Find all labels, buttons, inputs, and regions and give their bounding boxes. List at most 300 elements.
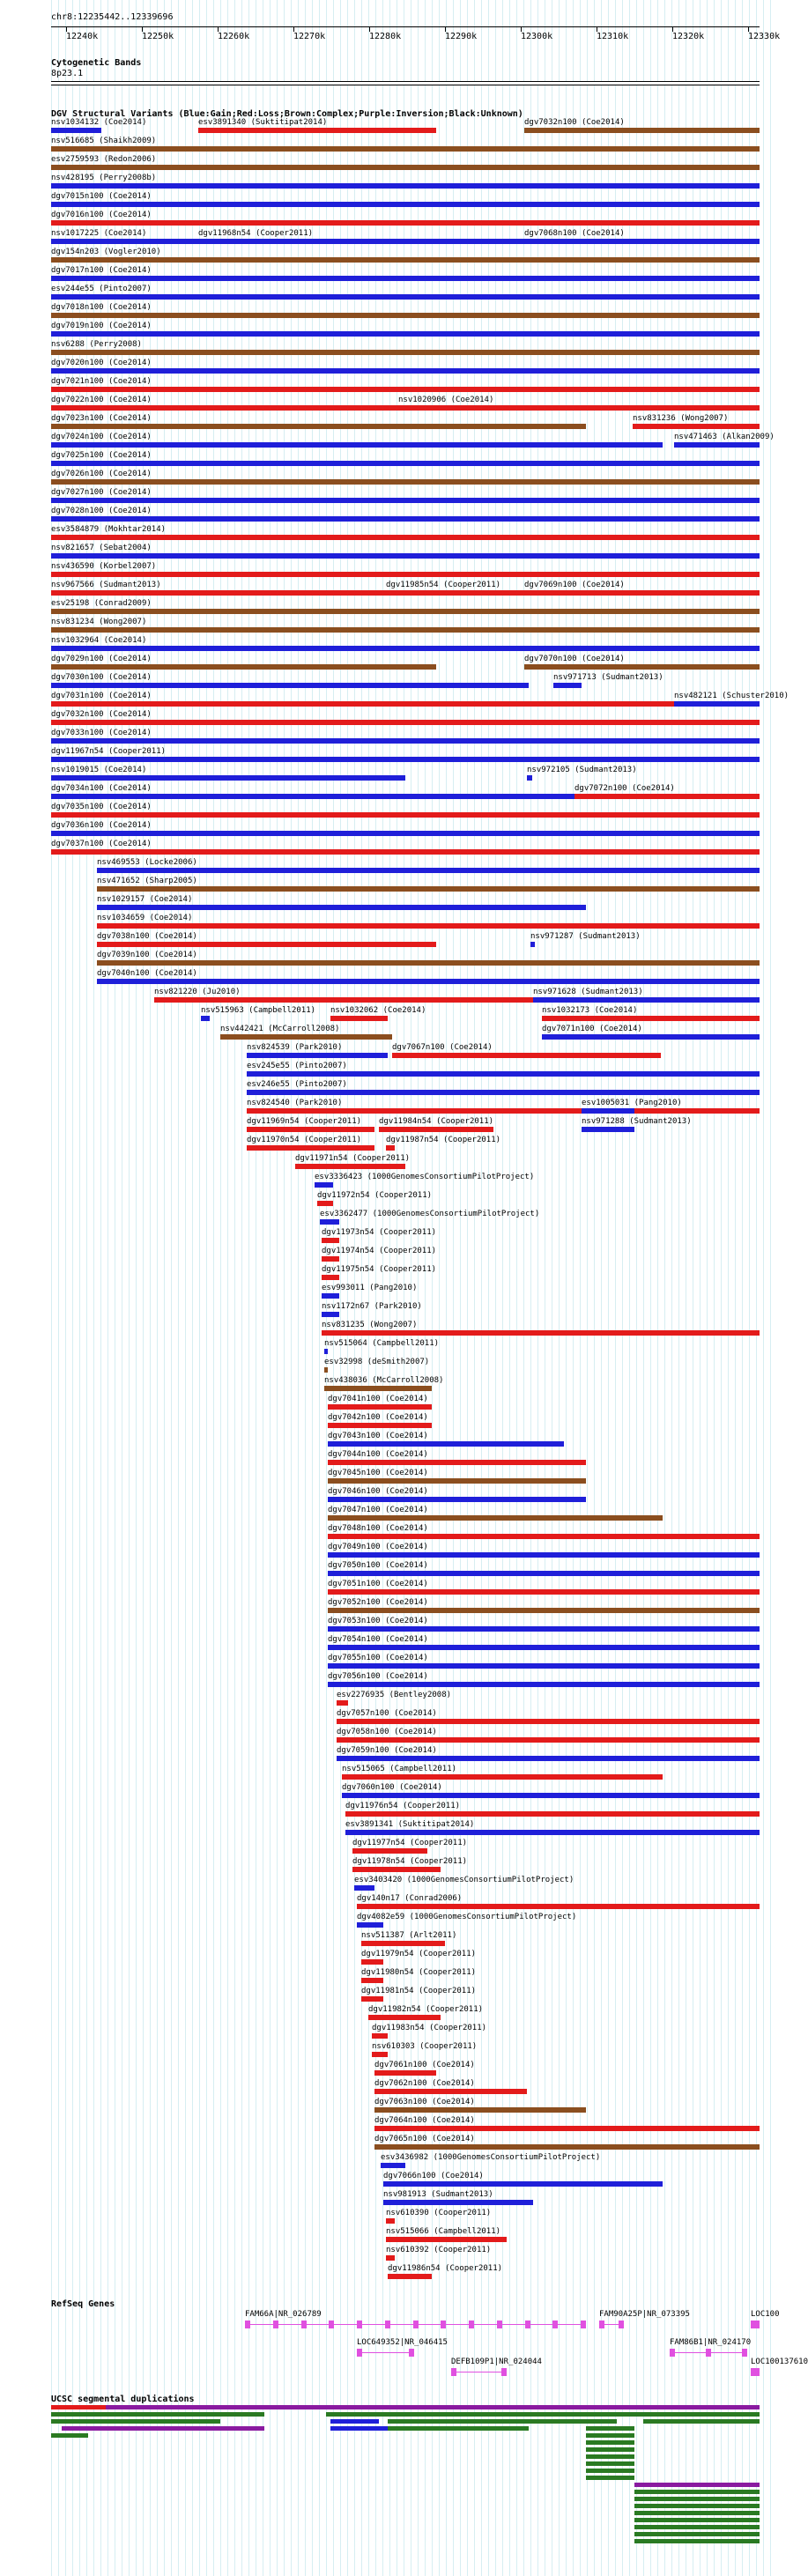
variant-label[interactable]: dgv7026n100 (Coe2014) [51,470,152,478]
variant-label[interactable]: dgv7024n100 (Coe2014) [51,433,152,441]
variant-label[interactable]: dgv7017n100 (Coe2014) [51,266,152,275]
variant-label[interactable]: esv32998 (deSmith2007) [324,1358,430,1366]
segdup-bar[interactable] [388,2419,617,2424]
variant-label[interactable]: esv3584879 (Mokhtar2014) [51,525,167,534]
segdup-bar[interactable] [634,2511,760,2515]
variant-bar-loss[interactable] [295,1164,405,1169]
variant-bar-gain[interactable] [357,1922,383,1928]
variant-bar-gain[interactable] [328,1663,760,1669]
variant-label[interactable]: esv3403420 (1000GenomesConsortiumPilotProject) [354,1876,574,1884]
variant-bar-gain[interactable] [51,775,405,781]
variant-label[interactable]: dgv7042n100 (Coe2014) [328,1413,428,1422]
variant-bar-complex[interactable] [324,1367,328,1373]
variant-label[interactable]: dgv7021n100 (Coe2014) [51,377,152,386]
variant-label[interactable]: dgv7040n100 (Coe2014) [97,969,197,978]
variant-bar-loss[interactable] [51,220,760,226]
variant-label[interactable]: dgv11979n54 (Cooper2011) [361,1950,477,1958]
gene-label[interactable]: LOC100137610 [751,2358,808,2366]
variant-label[interactable]: nsv831234 (Wong2007) [51,618,147,626]
segdup-bar[interactable] [634,2532,760,2536]
variant-label[interactable]: esv3436982 (1000GenomesConsortiumPilotProject) [381,2153,601,2162]
variant-label[interactable]: dgv11981n54 (Cooper2011) [361,1987,477,1995]
segdup-bar[interactable] [388,2412,760,2417]
variant-bar-loss[interactable] [386,1145,395,1151]
variant-bar-gain[interactable] [328,1497,586,1502]
variant-label[interactable]: dgv7049n100 (Coe2014) [328,1543,428,1551]
variant-label[interactable]: dgv7033n100 (Coe2014) [51,729,152,737]
variant-bar-gain[interactable] [247,1071,760,1077]
gene-label[interactable]: DEFB109P1|NR_024044 [451,2358,542,2366]
segdup-bar[interactable] [586,2447,634,2452]
variant-label[interactable]: dgv7059n100 (Coe2014) [337,1746,437,1755]
variant-label[interactable]: dgv11982n54 (Cooper2011) [368,2005,484,2014]
variant-label[interactable]: dgv7045n100 (Coe2014) [328,1469,428,1477]
variant-label[interactable]: dgv7053n100 (Coe2014) [328,1617,428,1625]
variant-label[interactable]: nsv516685 (Shaikh2009) [51,137,157,145]
variant-bar-gain[interactable] [97,905,586,910]
variant-label[interactable]: dgv7018n100 (Coe2014) [51,303,152,312]
gene-exon[interactable] [245,2321,250,2328]
variant-label[interactable]: nsv515064 (Campbell2011) [324,1339,440,1348]
variant-bar-loss[interactable] [51,701,760,707]
variant-bar-loss[interactable] [322,1275,339,1280]
variant-label[interactable]: dgv7020n100 (Coe2014) [51,359,152,367]
gene-exon[interactable] [552,2321,558,2328]
variant-bar-gain[interactable] [51,368,760,374]
variant-label[interactable]: dgv7032n100 (Coe2014) [524,118,625,127]
segdup-bar[interactable] [326,2412,388,2417]
variant-label[interactable]: dgv11967n54 (Cooper2011) [51,747,167,756]
variant-label[interactable]: nsv1034659 (Coe2014) [97,914,193,922]
gene-exon[interactable] [273,2321,278,2328]
gene-exon[interactable] [451,2368,456,2376]
segdup-bar[interactable] [586,2469,634,2473]
variant-label[interactable]: dgv11970n54 (Cooper2011) [247,1136,362,1144]
variant-label[interactable]: dgv7034n100 (Coe2014) [51,784,152,793]
variant-bar-loss[interactable] [386,2255,395,2261]
variant-label[interactable]: dgv7072n100 (Coe2014) [574,784,675,793]
variant-bar-complex[interactable] [51,350,760,355]
variant-label[interactable]: dgv11971n54 (Cooper2011) [295,1154,411,1163]
variant-bar-loss[interactable] [51,535,760,540]
variant-bar-complex[interactable] [97,960,760,966]
variant-bar-gain[interactable] [328,1645,760,1650]
variant-bar-loss[interactable] [357,1904,760,1909]
variant-bar-complex[interactable] [51,424,586,429]
variant-bar-gain[interactable] [674,701,760,707]
variant-bar-loss[interactable] [328,1423,432,1428]
variant-bar-loss[interactable] [51,720,760,725]
variant-label[interactable]: nsv824540 (Park2010) [247,1099,343,1107]
gene-exon[interactable] [441,2321,446,2328]
variant-label[interactable]: dgv11976n54 (Cooper2011) [345,1802,461,1810]
variant-bar-gain[interactable] [51,276,760,281]
variant-bar-gain[interactable] [51,202,760,207]
variant-bar-complex[interactable] [51,146,760,152]
variant-label[interactable]: nsv515065 (Campbell2011) [342,1765,457,1773]
variant-bar-gain[interactable] [97,868,760,873]
variant-label[interactable]: esv3362477 (1000GenomesConsortiumPilotProject) [320,1210,540,1218]
variant-bar-loss[interactable] [372,2052,388,2057]
variant-label[interactable]: nsv1032173 (Coe2014) [542,1006,638,1015]
variant-bar-loss[interactable] [374,2089,527,2094]
variant-label[interactable]: nsv821657 (Sebat2004) [51,544,152,552]
variant-bar-gain[interactable] [328,1571,760,1576]
segdup-bar[interactable] [586,2461,634,2466]
variant-bar-gain[interactable] [524,239,760,244]
variant-bar-gain[interactable] [247,1053,388,1058]
variant-bar-complex[interactable] [524,664,760,670]
gene-exon[interactable] [581,2321,586,2328]
variant-bar-loss[interactable] [386,2218,395,2224]
variant-label[interactable]: esv3336423 (1000GenomesConsortiumPilotProject) [315,1173,535,1181]
variant-bar-loss[interactable] [368,2015,441,2020]
variant-bar-gain[interactable] [97,979,760,984]
variant-label[interactable]: dgv11980n54 (Cooper2011) [361,1968,477,1977]
variant-label[interactable]: dgv4082e59 (1000GenomesConsortiumPilotProject) [357,1913,577,1921]
variant-bar-loss[interactable] [388,2274,432,2279]
variant-bar-complex[interactable] [97,886,760,892]
variant-bar-gain[interactable] [381,2163,405,2168]
variant-bar-gain[interactable] [201,1016,210,1021]
variant-label[interactable]: dgv11972n54 (Cooper2011) [317,1191,433,1200]
variant-label[interactable]: dgv7048n100 (Coe2014) [328,1524,428,1533]
variant-label[interactable]: dgv7029n100 (Coe2014) [51,655,152,663]
variant-label[interactable]: dgv7027n100 (Coe2014) [51,488,152,497]
variant-bar-gain[interactable] [328,1552,760,1558]
variant-bar-complex[interactable] [374,2107,586,2113]
segdup-bar[interactable] [330,2426,388,2431]
variant-bar-loss[interactable] [328,1589,760,1595]
segdup-bar[interactable] [62,2426,264,2431]
variant-bar-loss[interactable] [386,2237,507,2242]
variant-label[interactable]: nsv471652 (Sharp2005) [97,877,197,885]
variant-bar-gain[interactable] [51,738,760,744]
variant-bar-gain[interactable] [527,775,532,781]
segdup-bar[interactable] [326,2405,760,2409]
variant-bar-gain[interactable] [51,461,760,466]
variant-bar-loss[interactable] [337,1700,348,1706]
variant-label[interactable]: dgv7067n100 (Coe2014) [392,1043,493,1052]
variant-bar-gain[interactable] [51,183,760,189]
variant-label[interactable]: nsv1034132 (Coe2014) [51,118,147,127]
gene-exon[interactable] [385,2321,390,2328]
variant-label[interactable]: nsv610390 (Cooper2011) [386,2209,492,2217]
gene-exon[interactable] [525,2321,530,2328]
variant-bar-gain[interactable] [51,757,760,762]
variant-bar-loss[interactable] [328,1460,586,1465]
variant-bar-gain[interactable] [51,683,529,688]
variant-bar-loss[interactable] [97,942,436,947]
variant-label[interactable]: dgv7050n100 (Coe2014) [328,1561,428,1570]
variant-label[interactable]: nsv1032062 (Coe2014) [330,1006,426,1015]
variant-bar-loss[interactable] [198,128,436,133]
variant-label[interactable]: dgv7030n100 (Coe2014) [51,673,152,682]
variant-bar-loss[interactable] [51,387,760,392]
variant-label[interactable]: dgv7063n100 (Coe2014) [374,2098,475,2106]
variant-label[interactable]: dgv7071n100 (Coe2014) [542,1025,642,1033]
variant-label[interactable]: nsv831236 (Wong2007) [633,414,729,423]
variant-label[interactable]: esv245e55 (Pinto2007) [247,1062,347,1070]
variant-bar-loss[interactable] [322,1256,339,1262]
gene-label[interactable]: FAM90A25P|NR_073395 [599,2310,690,2319]
gene-exon[interactable] [329,2321,334,2328]
variant-bar-gain[interactable] [51,646,760,651]
variant-bar-gain[interactable] [51,831,760,836]
gene-label[interactable]: LOC649352|NR_046415 [357,2338,448,2347]
gene-label[interactable]: LOC100 [751,2310,780,2319]
variant-label[interactable]: dgv11968n54 (Cooper2011) [198,229,314,238]
variant-bar-loss[interactable] [392,1053,661,1058]
variant-label[interactable]: dgv7023n100 (Coe2014) [51,414,152,423]
variant-label[interactable]: dgv11974n54 (Cooper2011) [322,1247,437,1255]
variant-label[interactable]: dgv7064n100 (Coe2014) [374,2116,475,2125]
variant-label[interactable]: esv244e55 (Pinto2007) [51,285,152,293]
segdup-bar[interactable] [586,2433,634,2438]
variant-label[interactable]: nsv610392 (Cooper2011) [386,2246,492,2254]
variant-bar-loss[interactable] [361,1978,383,1983]
segdup-bar[interactable] [586,2440,634,2445]
variant-bar-loss[interactable] [361,1959,383,1965]
gene-label[interactable]: FAM66A|NR_026789 [245,2310,322,2319]
gene-exon[interactable] [357,2349,362,2357]
variant-bar-loss[interactable] [51,572,760,577]
variant-label[interactable]: dgv7055n100 (Coe2014) [328,1654,428,1662]
variant-bar-complex[interactable] [328,1608,760,1613]
variant-bar-gain[interactable] [198,239,498,244]
variant-label[interactable]: dgv11975n54 (Cooper2011) [322,1265,437,1274]
segdup-bar[interactable] [586,2454,634,2459]
variant-label[interactable]: nsv511387 (Arlt2011) [361,1931,457,1940]
variant-label[interactable]: nsv1172n67 (Park2010) [322,1302,422,1311]
variant-label[interactable]: dgv7058n100 (Coe2014) [337,1728,437,1736]
variant-bar-loss[interactable] [374,2126,760,2131]
variant-bar-gain[interactable] [322,1293,339,1299]
variant-bar-gain[interactable] [337,1756,760,1761]
variant-bar-gain[interactable] [315,1182,333,1188]
variant-bar-gain[interactable] [51,498,760,503]
variant-label[interactable]: esv25198 (Conrad2009) [51,599,152,608]
variant-label[interactable]: dgv7016n100 (Coe2014) [51,211,152,219]
variant-bar-gain[interactable] [51,553,760,559]
variant-label[interactable]: dgv7052n100 (Coe2014) [328,1598,428,1607]
variant-label[interactable]: esv3891340 (Suktitipat2014) [198,118,328,127]
variant-label[interactable]: nsv471463 (Alkan2009) [674,433,775,441]
variant-label[interactable]: dgv140n17 (Conrad2006) [357,1894,463,1903]
variant-label[interactable]: nsv824539 (Park2010) [247,1043,343,1052]
variant-label[interactable]: dgv7039n100 (Coe2014) [97,951,197,959]
variant-bar-gain[interactable] [324,1349,328,1354]
variant-label[interactable]: dgv11984n54 (Cooper2011) [379,1117,494,1126]
variant-label[interactable]: dgv7066n100 (Coe2014) [383,2172,484,2180]
segdup-bar[interactable] [634,2490,760,2494]
variant-bar-loss[interactable] [542,1016,760,1021]
variant-label[interactable]: nsv1019015 (Coe2014) [51,766,147,774]
variant-bar-gain[interactable] [542,1034,760,1040]
variant-label[interactable]: nsv971288 (Sudmant2013) [582,1117,692,1126]
variant-label[interactable]: nsv438036 (McCarroll2008) [324,1376,444,1385]
variant-label[interactable]: nsv436590 (Korbel2007) [51,562,157,571]
variant-bar-complex[interactable] [328,1515,663,1521]
variant-bar-complex[interactable] [524,128,760,133]
variant-bar-gain[interactable] [51,294,760,300]
variant-bar-gain[interactable] [51,128,101,133]
variant-label[interactable]: dgv7015n100 (Coe2014) [51,192,152,201]
variant-bar-loss[interactable] [51,849,760,855]
variant-label[interactable]: dgv7022n100 (Coe2014) [51,396,152,404]
variant-bar-gain[interactable] [674,442,760,448]
variant-label[interactable]: nsv1029157 (Coe2014) [97,895,193,904]
gene-exon[interactable] [670,2349,675,2357]
variant-label[interactable]: dgv7036n100 (Coe2014) [51,821,152,830]
variant-bar-complex[interactable] [328,1478,586,1484]
variant-bar-loss[interactable] [97,923,760,929]
variant-bar-complex[interactable] [374,2144,760,2150]
variant-label[interactable]: esv3891341 (Suktitipat2014) [345,1820,475,1829]
variant-bar-loss[interactable] [317,1201,333,1206]
variant-bar-gain[interactable] [533,997,760,1003]
variant-bar-gain[interactable] [328,1441,564,1447]
variant-bar-loss[interactable] [328,1534,760,1539]
variant-bar-loss[interactable] [352,1848,427,1854]
variant-bar-gain[interactable] [51,516,760,522]
variant-label[interactable]: dgv7056n100 (Coe2014) [328,1672,428,1681]
segdup-bar[interactable] [51,2405,106,2409]
variant-label[interactable]: esv1005031 (Pang2010) [582,1099,682,1107]
variant-bar-gain[interactable] [345,1830,760,1835]
variant-label[interactable]: esv2276935 (Bentley2008) [337,1691,452,1699]
variant-label[interactable]: nsv831235 (Wong2007) [322,1321,418,1329]
variant-bar-loss[interactable] [574,794,760,799]
variant-bar-gain[interactable] [247,1090,760,1095]
variant-label[interactable]: dgv11977n54 (Cooper2011) [352,1839,468,1847]
variant-label[interactable]: dgv7061n100 (Coe2014) [374,2061,475,2069]
variant-bar-gain[interactable] [51,331,760,337]
gene-exon[interactable] [497,2321,502,2328]
variant-label[interactable]: nsv971287 (Sudmant2013) [530,932,641,941]
variant-bar-gain[interactable] [553,683,582,688]
gene-exon[interactable] [409,2349,414,2357]
variant-label[interactable]: nsv428195 (Perry2008b) [51,174,157,182]
segdup-bar[interactable] [643,2419,760,2424]
variant-bar-complex[interactable] [51,664,436,670]
variant-bar-gain[interactable] [383,2181,663,2187]
variant-label[interactable]: dgv11985n54 (Cooper2011) [386,581,501,589]
segdup-bar[interactable] [586,2426,634,2431]
variant-label[interactable]: esv993011 (Pang2010) [322,1284,418,1292]
variant-label[interactable]: nsv967566 (Sudmant2013) [51,581,161,589]
variant-label[interactable]: dgv7032n100 (Coe2014) [51,710,152,719]
segdup-bar[interactable] [586,2476,634,2480]
variant-bar-gain[interactable] [51,442,663,448]
variant-label[interactable]: nsv1032964 (Coe2014) [51,636,147,645]
variant-bar-loss[interactable] [374,2070,436,2076]
variant-label[interactable]: dgv7041n100 (Coe2014) [328,1395,428,1403]
variant-bar-gain[interactable] [328,1682,760,1687]
variant-bar-loss[interactable] [322,1238,339,1243]
variant-bar-loss[interactable] [337,1719,760,1724]
gene-exon[interactable] [357,2321,362,2328]
variant-bar-complex[interactable] [51,609,760,614]
segdup-bar[interactable] [330,2419,379,2424]
variant-bar-loss[interactable] [322,1330,760,1336]
variant-label[interactable]: dgv11978n54 (Cooper2011) [352,1857,468,1866]
variant-bar-gain[interactable] [582,1108,634,1114]
cytoband-bar[interactable] [51,81,760,85]
variant-label[interactable]: dgv7070n100 (Coe2014) [524,655,625,663]
variant-label[interactable]: dgv7019n100 (Coe2014) [51,322,152,330]
variant-label[interactable]: dgv154n203 (Vogler2010) [51,248,161,256]
gene-exon[interactable] [754,2321,760,2328]
segdup-bar[interactable] [634,2483,760,2487]
variant-bar-complex[interactable] [220,1034,392,1040]
variant-label[interactable]: dgv7046n100 (Coe2014) [328,1487,428,1496]
segdup-bar[interactable] [634,2497,760,2501]
variant-bar-loss[interactable] [398,405,760,411]
gene-label[interactable]: FAM86B1|NR_024170 [670,2338,752,2347]
variant-label[interactable]: dgv11987n54 (Cooper2011) [386,1136,501,1144]
variant-bar-loss[interactable] [328,1404,432,1410]
variant-label[interactable]: nsv482121 (Schuster2010) [674,692,789,700]
variant-bar-complex[interactable] [51,627,760,633]
variant-label[interactable]: dgv7069n100 (Coe2014) [524,581,625,589]
gene-exon[interactable] [754,2368,760,2376]
variant-label[interactable]: dgv7054n100 (Coe2014) [328,1635,428,1644]
gene-exon[interactable] [599,2321,604,2328]
segdup-bar[interactable] [634,2504,760,2508]
variant-bar-gain[interactable] [322,1312,339,1317]
variant-bar-loss[interactable] [345,1811,760,1817]
gene-exon[interactable] [706,2349,711,2357]
variant-label[interactable]: esv246e55 (Pinto2007) [247,1080,347,1089]
gene-intron-line[interactable] [357,2352,414,2353]
variant-bar-gain[interactable] [328,1626,760,1632]
variant-label[interactable]: dgv11986n54 (Cooper2011) [388,2264,503,2273]
gene-exon[interactable] [301,2321,307,2328]
variant-label[interactable]: dgv11973n54 (Cooper2011) [322,1228,437,1237]
variant-bar-gain[interactable] [354,1885,374,1891]
variant-label[interactable]: dgv7060n100 (Coe2014) [342,1783,442,1792]
variant-label[interactable]: dgv7065n100 (Coe2014) [374,2135,475,2143]
variant-bar-loss[interactable] [247,1145,374,1151]
variant-label[interactable]: dgv7035n100 (Coe2014) [51,803,152,811]
variant-bar-loss[interactable] [247,1127,374,1132]
variant-bar-complex[interactable] [51,313,760,318]
variant-label[interactable]: dgv7047n100 (Coe2014) [328,1506,428,1514]
variant-label[interactable]: dgv7031n100 (Coe2014) [51,692,152,700]
variant-label[interactable]: nsv1017225 (Coe2014) [51,229,147,238]
variant-bar-loss[interactable] [386,590,395,596]
variant-label[interactable]: dgv7068n100 (Coe2014) [524,229,625,238]
variant-label[interactable]: nsv971628 (Sudmant2013) [533,988,643,996]
variant-label[interactable]: esv2759593 (Redon2006) [51,155,157,164]
variant-label[interactable]: nsv971713 (Sudmant2013) [553,673,663,682]
variant-bar-loss[interactable] [342,1774,663,1780]
variant-bar-loss[interactable] [247,1108,760,1114]
gene-exon[interactable] [469,2321,474,2328]
variant-bar-loss[interactable] [361,1996,383,2002]
segdup-bar[interactable] [51,2412,78,2417]
variant-label[interactable]: dgv7038n100 (Coe2014) [97,932,197,941]
segdup-bar[interactable] [634,2518,760,2522]
variant-bar-loss[interactable] [352,1867,441,1872]
variant-bar-gain[interactable] [582,1127,634,1132]
segdup-bar[interactable] [634,2525,760,2529]
variant-label[interactable]: nsv515963 (Campbell2011) [201,1006,316,1015]
variant-label[interactable]: dgv7062n100 (Coe2014) [374,2079,475,2088]
segdup-bar[interactable] [78,2412,264,2417]
gene-exon[interactable] [413,2321,419,2328]
